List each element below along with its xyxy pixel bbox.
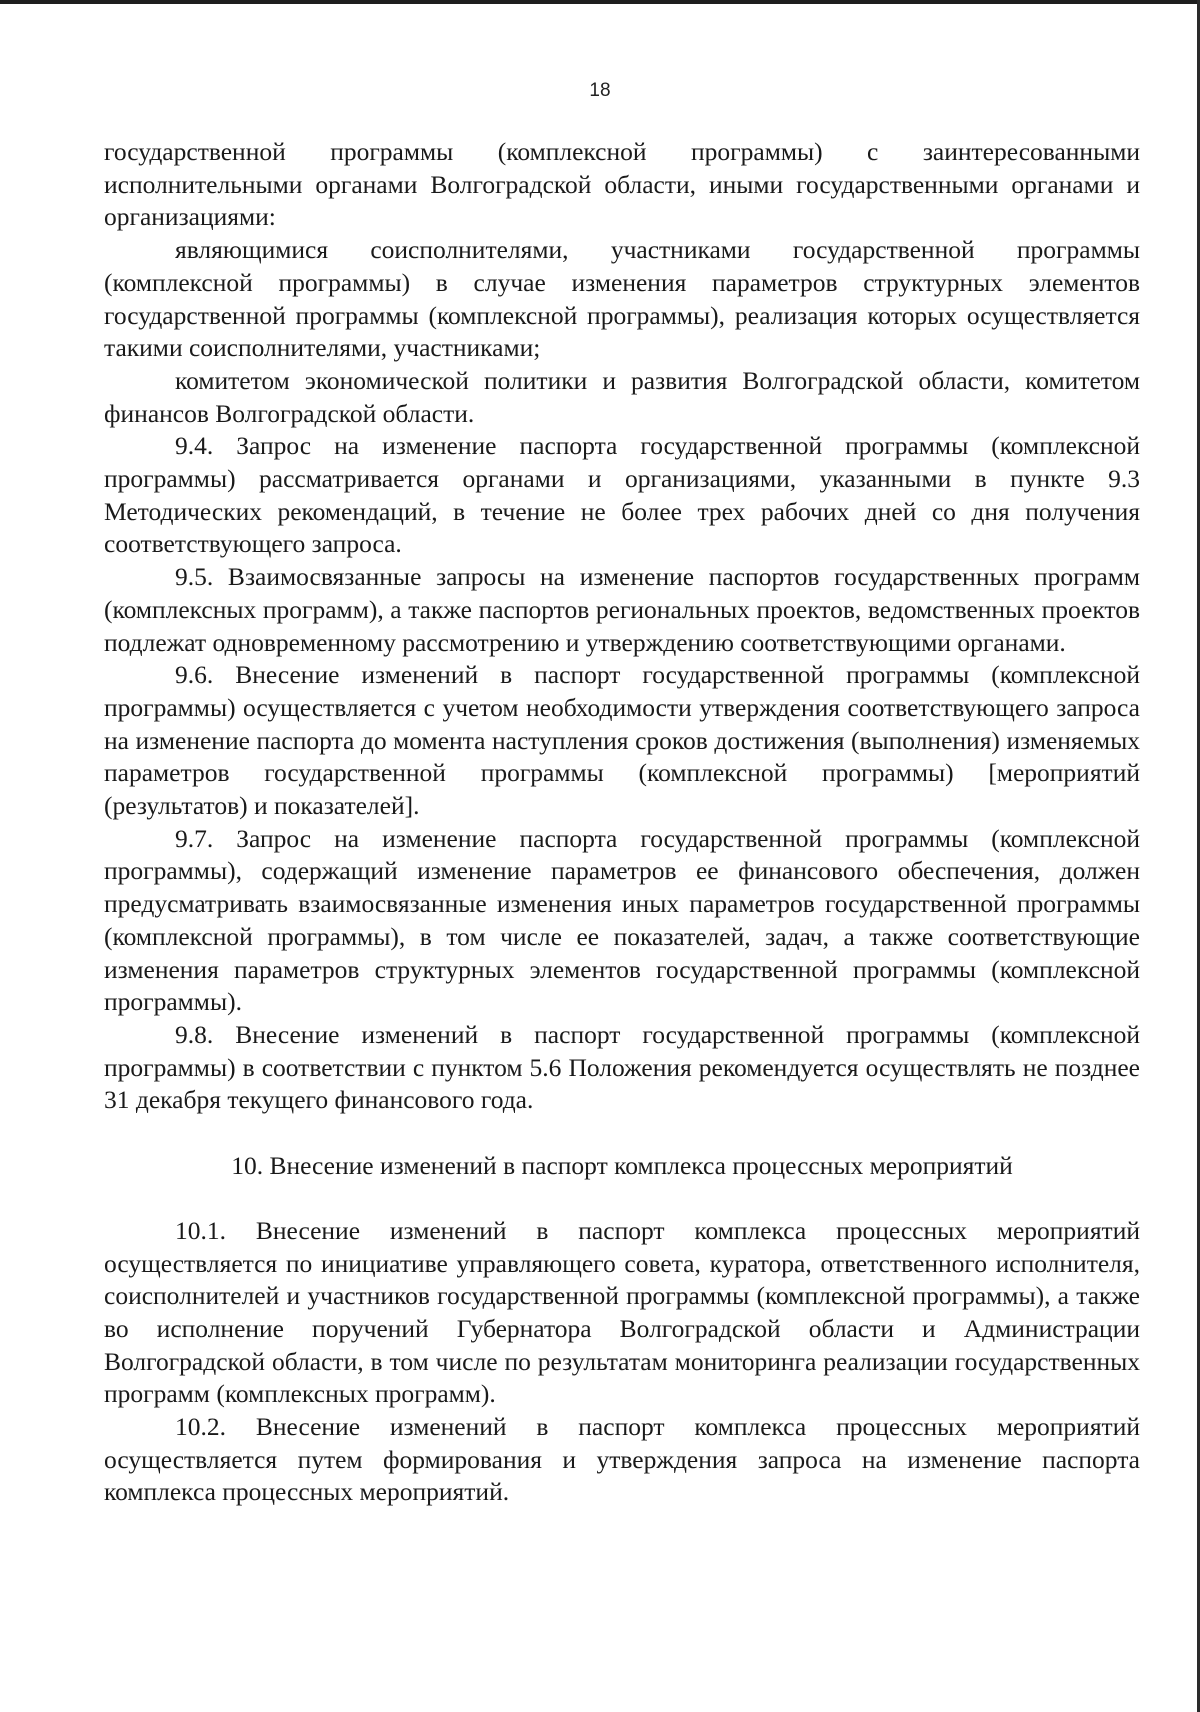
paragraph-9-4: 9.4. Запрос на изменение паспорта государственной программы (комплексной программы) рассматривается органами и организациями, указанными в пункте 9.3 Методических рекомендаций, в течение не более трех рабочих дней со дня получения соответствующего запроса. — [104, 431, 1140, 559]
document-body — [104, 136, 1140, 1509]
paragraph-10-1: 10.1. Внесение изменений в паспорт комплекса процессных мероприятий осуществляется по инициативе управляющего совета, куратора, ответственного исполнителя, соисполнителей и участников государственной программы (комплексной программы), а также во исполнение поручений Губернатора Волгоградской области и Администрации Волгоградской области, в том числе по результатам мониторинга реализации государственных программ (комплексных программ). — [104, 1215, 1140, 1409]
page-number: 18 — [589, 80, 611, 101]
section-heading-10: 10. Внесение изменений в паспорт комплекса процессных мероприятий — [231, 1151, 1013, 1181]
paragraph-9-6: 9.6. Внесение изменений в паспорт государственной программы (комплексной программы) осуществляется с учетом необходимости утверждения соответствующего запроса на изменение паспорта до момента наступления сроков достижения (выполнения) изменяемых параметров государственной программы (комплексной программы) [мероприятий (результатов) и показателей]. — [104, 660, 1140, 821]
scan-edge-top — [0, 0, 1200, 4]
paragraph-10-2: 10.2. Внесение изменений в паспорт комплекса процессных мероприятий осуществляется путем формирования и утверждения запроса на изменение паспорта комплекса процессных мероприятий. — [104, 1412, 1140, 1507]
paragraph-9-5: 9.5. Взаимосвязанные запросы на изменение паспортов государственных программ (комплексных программ), а также паспортов региональных проектов, ведомственных проектов подлежат одновременному рассмотрению и утверждению соответствующими органами. — [104, 562, 1140, 657]
paragraph-9-7: 9.7. Запрос на изменение паспорта государственной программы (комплексной программы), содержащий изменение параметров ее финансового обеспечения, должен предусматривать взаимосвязанные изменения иных параметров государственной программы (комплексной программы), в том числе ее показателей, задач, а также соответствующие изменения параметров структурных элементов государственной программы (комплексной программы). — [104, 823, 1140, 1017]
paragraph-9-8: 9.8. Внесение изменений в паспорт государственной программы (комплексной программы) в соответствии с пунктом 5.6 Положения рекомендуется осуществлять не позднее 31 декабря текущего финансового года. — [104, 1019, 1140, 1115]
paragraph-list-item-committees: комитетом экономической политики и развития Волгоградской области, комитетом финансов Волгоградской области. — [104, 365, 1140, 428]
paragraph-list-item-coexecutors: являющимися соисполнителями, участниками государственной программы (комплексной программы) в случае изменения параметров структурных элементов государственной программы (комплексной программы), реализация которых осуществляется такими соисполнителями, участниками; — [104, 235, 1140, 363]
paragraph-continuation: государственной программы (комплексной программы) с заинтересованными исполнительными органами Волгоградской области, иными государственными органами и организациями: — [104, 137, 1140, 232]
